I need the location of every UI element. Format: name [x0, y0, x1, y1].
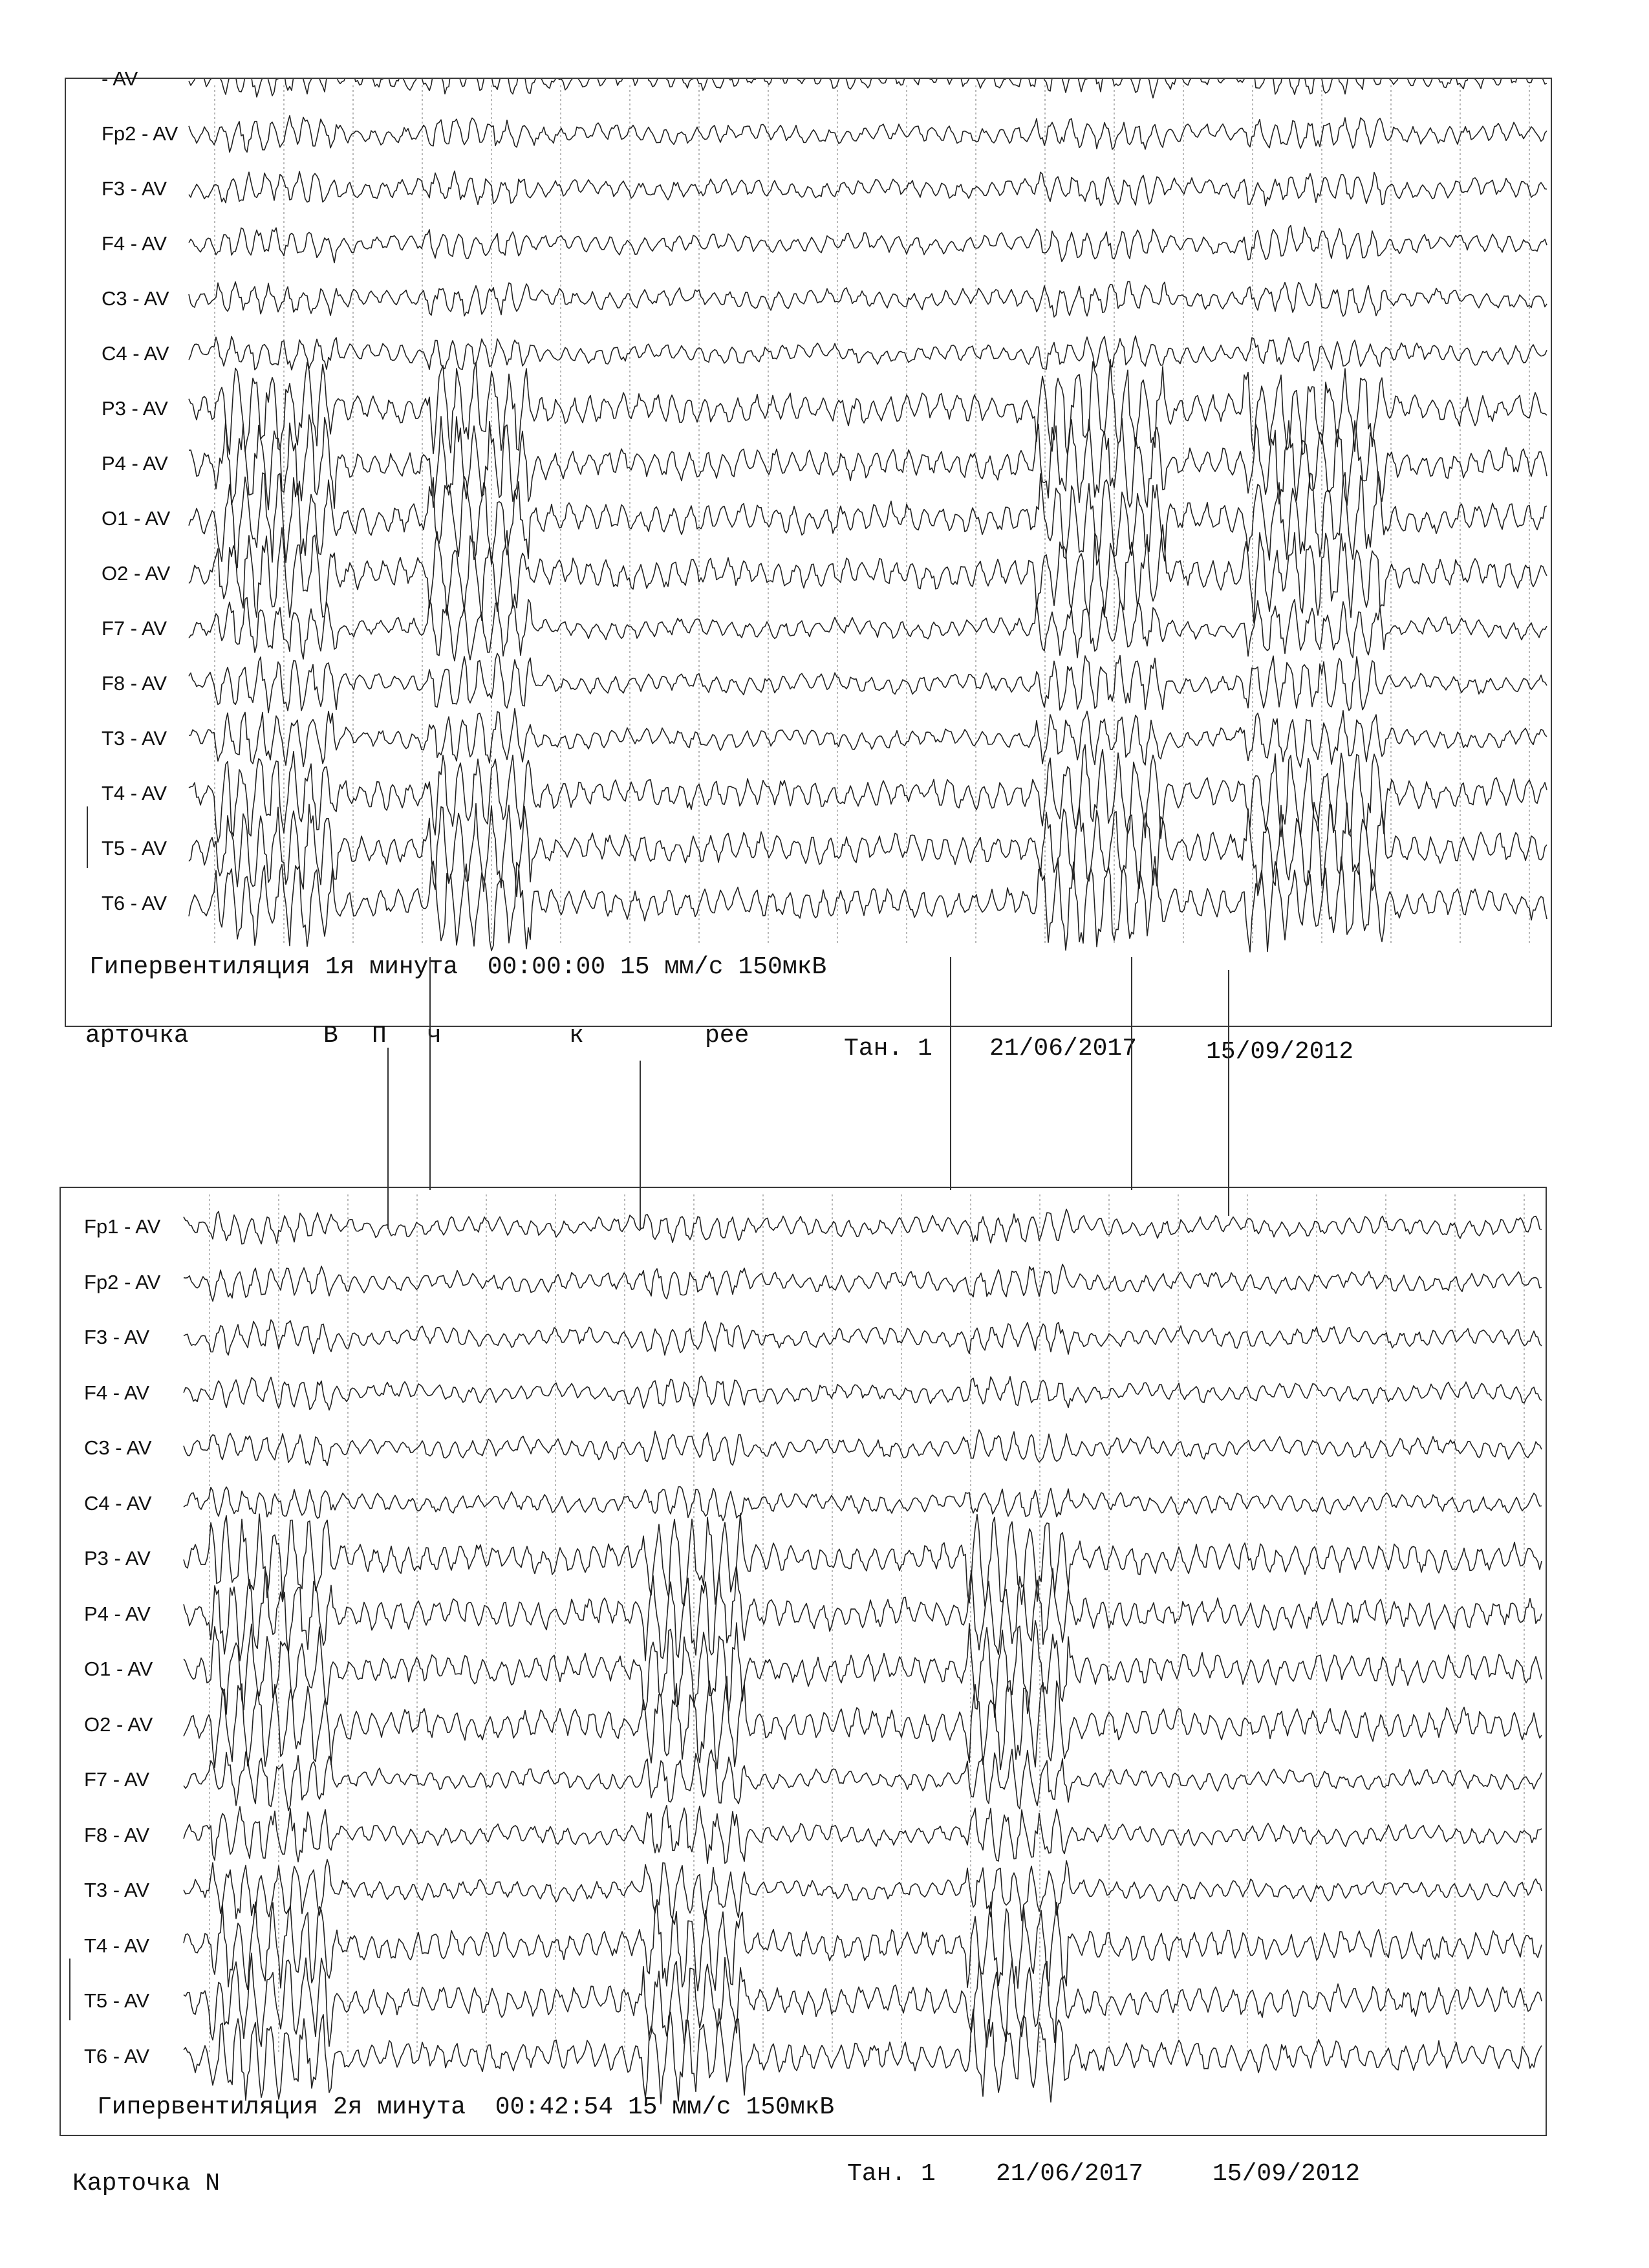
channel-label-p4: P4 - AV — [84, 1602, 151, 1625]
date2-label-1: 15/09/2012 — [1206, 1038, 1354, 1066]
channel-label-t4: T4 - AV — [84, 1934, 150, 1957]
panel1-speed: 15 мм/с — [620, 953, 724, 981]
channel-label-t4: T4 - AV — [102, 782, 167, 805]
date2-label-2: 15/09/2012 — [1212, 2160, 1361, 2188]
tan-label-2: Тан. 1 — [847, 2160, 936, 2188]
channel-label-fp2: Fp2 - AV — [84, 1270, 161, 1293]
panel2-title: Гипервентиляция 2я минута — [97, 2093, 466, 2121]
panel2-sensitivity: 150мкВ — [746, 2093, 835, 2121]
channel-label-p3: P3 - AV — [84, 1547, 151, 1570]
channel-label-fp1: Fp1 - AV — [84, 1215, 161, 1238]
channel-label-f8: F8 - AV — [102, 672, 167, 695]
panel1-title: Гипервентиляция 1я минута — [89, 953, 458, 981]
channel-label-t3: T3 - AV — [84, 1879, 150, 1901]
channel-label-t6: T6 - AV — [102, 892, 167, 914]
channel-label-c3: C3 - AV — [102, 287, 169, 310]
channel-label-c4: C4 - AV — [102, 342, 169, 365]
channel-label-p4: P4 - AV — [102, 452, 168, 475]
channel-label-f3: F3 - AV — [84, 1326, 150, 1348]
channel-label-f8: F8 - AV — [84, 1823, 150, 1846]
channel-label-f7: F7 - AV — [102, 617, 167, 640]
name-fragment-5: рее — [705, 1022, 749, 1050]
channel-label-p3: P3 - AV — [102, 397, 168, 420]
name-fragment-2: П — [372, 1022, 387, 1050]
channel-label-o2: O2 - AV — [84, 1712, 153, 1736]
name-fragment-3: ч — [427, 1022, 442, 1050]
channel-label-fp2: Fp2 - AV — [102, 122, 178, 145]
card-label-2: Карточка N — [72, 2170, 221, 2198]
channel-label-t5: T5 - AV — [102, 837, 167, 859]
channel-label-t3: T3 - AV — [102, 727, 167, 750]
panel1-sensitivity: 150мкВ — [738, 953, 827, 981]
channel-label-c3: C3 - AV — [84, 1436, 152, 1459]
tan-label-1: Тан. 1 — [844, 1035, 932, 1063]
channel-label-f3: F3 - AV — [102, 177, 167, 200]
channel-label-fp1: - AV — [102, 67, 138, 90]
channel-label-t5: T5 - AV — [84, 1989, 150, 2012]
channel-label-f4: F4 - AV — [102, 232, 167, 255]
channel-label-o1: O1 - AV — [84, 1658, 153, 1680]
channel-label-o2: O2 - AV — [102, 562, 171, 585]
date1-label-1: 21/06/2017 — [989, 1035, 1137, 1063]
name-fragment-1: В — [323, 1022, 338, 1050]
name-fragment-4: к — [569, 1022, 584, 1050]
channel-label-t6: T6 - AV — [84, 2044, 150, 2068]
panel1-time: 00:00:00 — [487, 953, 606, 981]
panel2-speed: 15 мм/с — [627, 2093, 731, 2121]
card-label-1: арточка — [85, 1022, 189, 1050]
channel-label-f4: F4 - AV — [84, 1381, 150, 1404]
channel-label-f7: F7 - AV — [84, 1768, 150, 1791]
date1-label-2: 21/06/2017 — [996, 2160, 1144, 2188]
channel-label-o1: O1 - AV — [102, 507, 171, 530]
channel-label-c4: C4 - AV — [84, 1491, 152, 1515]
panel2-time: 00:42:54 — [495, 2093, 614, 2121]
